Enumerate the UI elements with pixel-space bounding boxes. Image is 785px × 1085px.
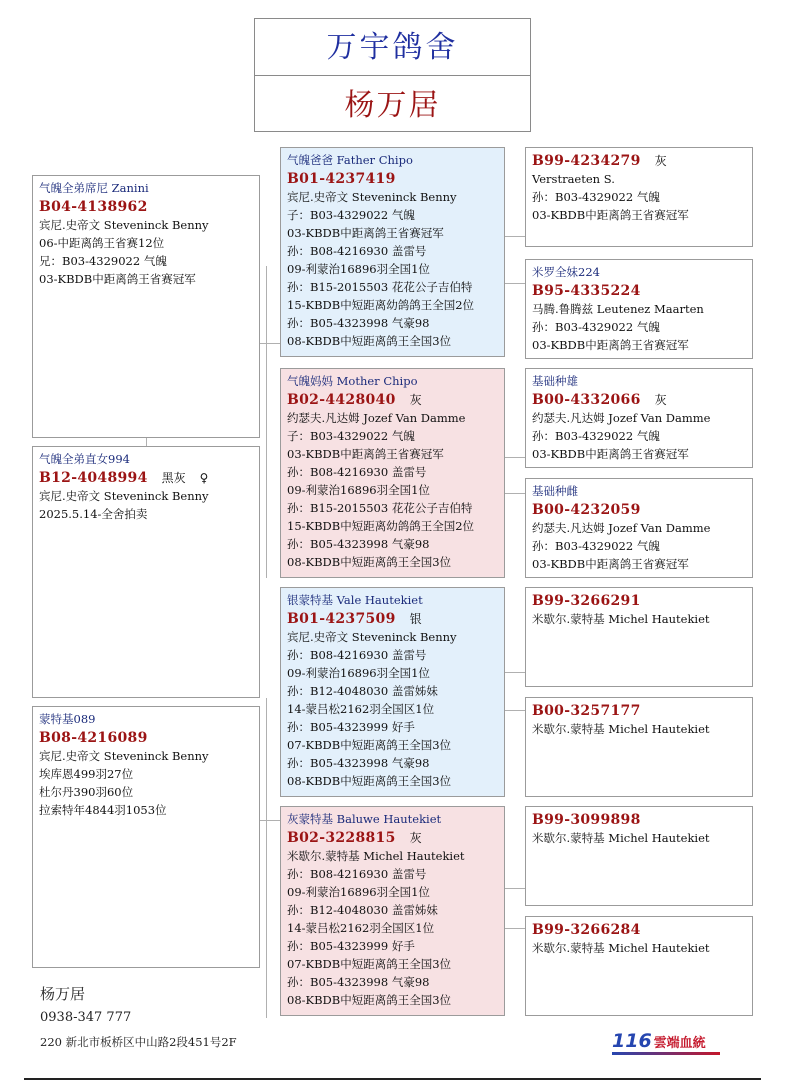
detail-line: 03-KBDB中距离鸽王省赛冠军 — [532, 447, 689, 461]
loft-name: 万宇鸽舍 — [255, 19, 530, 76]
feather-color: 灰 — [654, 393, 667, 407]
ring-number: B02-3228815 — [287, 830, 396, 846]
grandparent-card[interactable] — [280, 368, 505, 578]
great-grandparent-card[interactable] — [525, 916, 753, 1016]
detail-line: 09-利蒙治16896羽全国1位 — [287, 483, 430, 497]
detail-line: 03-KBDB中距离鸽王省赛冠军 — [532, 338, 689, 352]
detail-line: 孙：B05-4323998 气豪98 — [287, 975, 430, 989]
ring-number: B12-4048994 — [39, 470, 148, 486]
detail-line: 孙：B05-4323999 好手 — [287, 939, 415, 953]
connector — [505, 928, 525, 929]
detail-line: 09-利蒙治16896羽全国1位 — [287, 885, 430, 899]
pigeon-name: 气魄爸爸 Father Chipo — [287, 153, 413, 167]
detail-line: 03-KBDB中距离鸽王省赛冠军 — [287, 226, 444, 240]
detail-line: 孙：B12-4048030 盖雷姊妹 — [287, 684, 438, 698]
feather-color: 灰 — [409, 393, 422, 407]
connector — [505, 493, 525, 494]
feather-color: 灰 — [409, 831, 422, 845]
detail-line: 03-KBDB中距离鸽王省赛冠军 — [287, 447, 444, 461]
detail-line: 米歇尔.蒙特基 Michel Hautekiet — [532, 831, 710, 845]
ring-number: B01-4237509 — [287, 611, 396, 627]
detail-line: 米歇尔.蒙特基 Michel Hautekiet — [287, 849, 465, 863]
connector — [260, 820, 280, 821]
pigeon-name: 灰蒙特基 Baluwe Hautekiet — [287, 812, 442, 826]
ring-number: B00-4332066 — [532, 392, 641, 408]
detail-line: 约瑟夫.凡达姆 Jozef Van Damme — [287, 411, 466, 425]
brand-text: 雲端血統 — [653, 1036, 706, 1051]
great-grandparent-card[interactable] — [525, 806, 753, 906]
pigeon-name: 基础种雄 — [532, 374, 578, 388]
detail-line: 孙：B08-4216930 盖雷号 — [287, 244, 427, 258]
detail-line: 宾尼.史帝文 Steveninck Benny — [287, 630, 457, 644]
detail-line: 宾尼.史帝文 Steveninck Benny — [39, 749, 209, 763]
detail-line: 06-中距离鸽王省赛12位 — [39, 236, 165, 250]
detail-line: 07-KBDB中短距离鸽王全国3位 — [287, 738, 452, 752]
dam-2-card[interactable] — [32, 706, 260, 968]
detail-line: 宾尼.史帝文 Steveninck Benny — [39, 489, 209, 503]
detail-line: 孙：B05-4323999 好手 — [287, 720, 415, 734]
owner-name: 杨万居 — [344, 88, 441, 123]
connector — [505, 283, 525, 284]
detail-line: 米歇尔.蒙特基 Michel Hautekiet — [532, 722, 710, 736]
great-grandparent-card[interactable] — [525, 147, 753, 247]
detail-line: 米歇尔.蒙特基 Michel Hautekiet — [532, 612, 710, 626]
detail-line: 宾尼.史帝文 Steveninck Benny — [39, 218, 209, 232]
ring-number: B00-3257177 — [532, 703, 641, 719]
detail-line: 03-KBDB中距离鸽王省赛冠军 — [532, 208, 689, 222]
sire-card[interactable] — [32, 175, 260, 438]
feather-color: 灰 — [654, 154, 667, 168]
detail-line: 08-KBDB中短距离鸽王全国3位 — [287, 555, 452, 569]
feather-color: 银 — [409, 612, 422, 626]
connector — [266, 698, 267, 1018]
great-grandparent-card[interactable] — [525, 697, 753, 797]
pigeon-name: 气魄妈妈 Mother Chipo — [287, 374, 418, 388]
detail-line: 米歇尔.蒙特基 Michel Hautekiet — [532, 941, 710, 955]
detail-line: 马腾.鲁腾兹 Leutenez Maarten — [532, 302, 704, 316]
detail-line: 15-KBDB中短距离幼鸽鸽王全国2位 — [287, 519, 475, 533]
connector — [505, 457, 525, 458]
ring-number: B99-4234279 — [532, 153, 641, 169]
great-grandparent-card[interactable] — [525, 587, 753, 687]
detail-line: 约瑟夫.凡达姆 Jozef Van Damme — [532, 521, 711, 535]
detail-line: 孙：B05-4323998 气豪98 — [287, 537, 430, 551]
ring-number: B04-4138962 — [39, 199, 148, 215]
detail-line: 孙：B08-4216930 盖雷号 — [287, 465, 427, 479]
connector — [505, 236, 525, 237]
pigeon-name: 银蒙特基 Vale Hautekiet — [287, 593, 423, 607]
detail-line: 07-KBDB中短距离鸽王全国3位 — [287, 957, 452, 971]
contact-phone: 0938-347 777 — [40, 1010, 132, 1025]
great-grandparent-card[interactable] — [525, 368, 753, 468]
pigeon-name: 基础种雌 — [532, 484, 578, 498]
brand-number: 116 — [612, 1030, 652, 1052]
detail-line: 14-蒙吕松2162羽全国区1位 — [287, 921, 435, 935]
detail-line: 孙：B05-4323998 气豪98 — [287, 756, 430, 770]
detail-line: 孙：B15-2015503 花花公子吉伯特 — [287, 501, 473, 515]
detail-line: 孙：B05-4323998 气豪98 — [287, 316, 430, 330]
grandparent-card[interactable] — [280, 587, 505, 797]
pigeon-name: 蒙特基089 — [39, 712, 96, 726]
detail-line: 15-KBDB中短距离幼鸽鸽王全国2位 — [287, 298, 475, 312]
detail-line: 09-利蒙治16896羽全国1位 — [287, 666, 430, 680]
detail-line: 孙：B08-4216930 盖雷号 — [287, 867, 427, 881]
connector — [146, 438, 147, 446]
detail-line: 08-KBDB中短距离鸽王全国3位 — [287, 334, 452, 348]
pigeon-name: 米罗全妹224 — [532, 265, 600, 279]
detail-line: Verstraeten S. — [532, 172, 615, 186]
contact-address: 220 新北市板桥区中山路2段451号2F — [40, 1035, 237, 1049]
connector — [505, 710, 525, 711]
ring-number: B99-3099898 — [532, 812, 641, 828]
feather-color: 黑灰 — [161, 471, 186, 485]
brand-underline — [612, 1052, 720, 1055]
detail-line: 孙：B03-4329022 气魄 — [532, 429, 660, 443]
connector — [505, 888, 525, 889]
pigeon-name: 气魄全弟直女994 — [39, 452, 130, 466]
detail-line: 03-KBDB中距离鸽王省赛冠军 — [532, 557, 689, 571]
dam-card[interactable] — [32, 446, 260, 698]
detail-line: 孙：B03-4329022 气魄 — [532, 320, 660, 334]
sex-icon: ♀ — [199, 471, 209, 485]
title-block — [254, 18, 531, 132]
ring-number: B99-3266284 — [532, 922, 641, 938]
contact-name: 杨万居 — [40, 985, 86, 1003]
connector — [260, 343, 280, 344]
detail-line: 08-KBDB中短距离鸽王全国3位 — [287, 993, 452, 1007]
ring-number: B00-4232059 — [532, 502, 641, 518]
detail-line: 孙：B12-4048030 盖雷姊妹 — [287, 903, 438, 917]
great-grandparent-card[interactable] — [525, 478, 753, 578]
ring-number: B99-3266291 — [532, 593, 641, 609]
detail-line: 孙：B03-4329022 气魄 — [532, 539, 660, 553]
detail-line: 杜尔丹390羽60位 — [39, 785, 134, 799]
bottom-divider — [24, 1078, 761, 1080]
detail-line: 子：B03-4329022 气魄 — [287, 429, 415, 443]
detail-line: 08-KBDB中短距离鸽王全国3位 — [287, 774, 452, 788]
detail-line: 埃库恩499羽27位 — [39, 767, 134, 781]
connector — [505, 672, 525, 673]
ring-number: B01-4237419 — [287, 171, 396, 187]
connector — [266, 266, 267, 578]
detail-line: 14-蒙吕松2162羽全国区1位 — [287, 702, 435, 716]
brand-logo[interactable] — [612, 1030, 722, 1054]
detail-line: 子：B03-4329022 气魄 — [287, 208, 415, 222]
detail-line: 宾尼.史帝文 Steveninck Benny — [287, 190, 457, 204]
grandparent-card[interactable] — [280, 806, 505, 1016]
ring-number: B95-4335224 — [532, 283, 641, 299]
detail-line: 约瑟夫.凡达姆 Jozef Van Damme — [532, 411, 711, 425]
detail-line: 孙：B08-4216930 盖雷号 — [287, 648, 427, 662]
detail-line: 拉索特年4844羽1053位 — [39, 803, 167, 817]
detail-line: 03-KBDB中距离鸽王省赛冠军 — [39, 272, 196, 286]
ring-number: B02-4428040 — [287, 392, 396, 408]
grandparent-card[interactable] — [280, 147, 505, 357]
ring-number: B08-4216089 — [39, 730, 148, 746]
contact-block — [40, 983, 237, 1053]
detail-line: 2025.5.14-全舍拍卖 — [39, 507, 148, 521]
detail-line: 09-利蒙治16896羽全国1位 — [287, 262, 430, 276]
great-grandparent-card[interactable] — [525, 259, 753, 359]
detail-line: 孙：B15-2015503 花花公子吉伯特 — [287, 280, 473, 294]
pigeon-name: 气魄全弟席尼 Zanini — [39, 181, 149, 195]
detail-line: 孙：B03-4329022 气魄 — [532, 190, 660, 204]
detail-line: 兄：B03-4329022 气魄 — [39, 254, 167, 268]
